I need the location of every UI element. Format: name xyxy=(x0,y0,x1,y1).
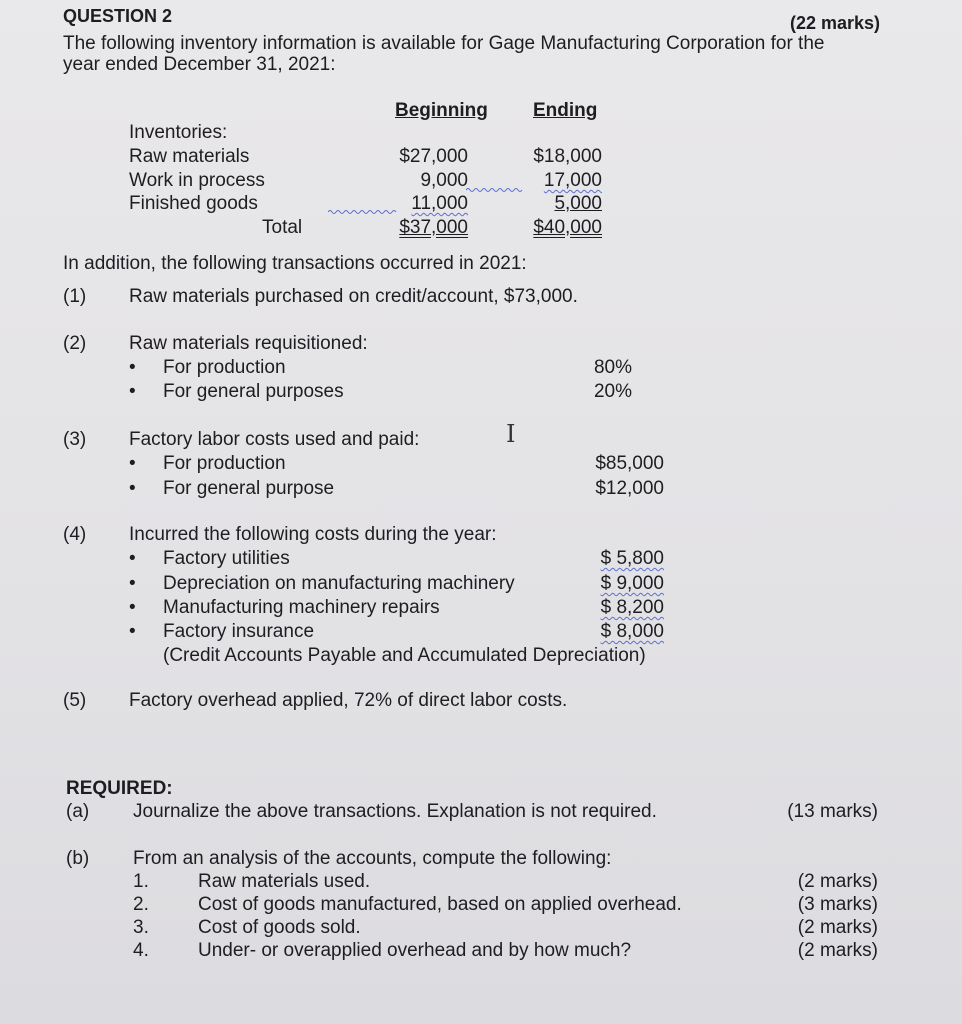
inventory-total-label: Total xyxy=(262,217,303,238)
intro-line-1: The following inventory information is available for Gage Manufacturing Corporation for the xyxy=(63,33,825,54)
required-text: Journalize the above transactions. Explanation is not required. xyxy=(133,801,657,822)
list-item: • For general purposes xyxy=(163,381,344,403)
spellcheck-squiggle xyxy=(328,208,398,216)
list-item-value: $ 8,200 xyxy=(600,597,664,618)
list-item: • Factory utilities xyxy=(163,548,290,570)
transaction-number: (4) xyxy=(63,524,87,545)
sub-item-number: 2. xyxy=(133,894,149,915)
inventory-row-ending: $18,000 xyxy=(533,146,602,167)
required-marks: (13 marks) xyxy=(787,801,878,822)
list-item-value: 80% xyxy=(593,357,632,378)
sub-item-text: Cost of goods sold. xyxy=(198,917,361,938)
inventory-row-beginning: $27,000 xyxy=(399,146,468,167)
inventory-row-beginning: 9,000 xyxy=(420,170,468,191)
inventory-row-ending: 5,000 xyxy=(554,193,602,214)
inventory-row-label: Finished goods xyxy=(129,193,258,214)
list-item-value: $85,000 xyxy=(595,453,664,474)
required-heading: REQUIRED: xyxy=(66,778,173,799)
required-text: From an analysis of the accounts, compute the following: xyxy=(133,848,612,869)
inventory-row-label: Work in process xyxy=(129,170,265,191)
list-item: • Factory insurance xyxy=(163,621,314,643)
sub-item-text: Cost of goods manufactured, based on applied overhead. xyxy=(198,894,682,915)
sub-item-marks: (2 marks) xyxy=(797,871,878,892)
transaction-number: (3) xyxy=(63,429,87,450)
question-marks: (22 marks) xyxy=(790,13,881,33)
sub-item-text: Raw materials used. xyxy=(198,871,371,892)
list-item-value: $12,000 xyxy=(595,478,664,499)
transaction-number: (5) xyxy=(63,690,87,711)
list-item: • For general purpose xyxy=(163,478,334,500)
sub-item-number: 3. xyxy=(133,917,149,938)
sub-item-marks: (2 marks) xyxy=(797,940,878,961)
sub-item-number: 4. xyxy=(133,940,149,961)
col-header-ending: Ending xyxy=(533,100,598,121)
transaction-text: Factory labor costs used and paid: xyxy=(129,429,420,450)
inventory-row-beginning: 11,000 xyxy=(411,193,468,214)
transaction-text: Raw materials requisitioned: xyxy=(129,333,368,354)
list-item: • Manufacturing machinery repairs xyxy=(163,597,440,619)
list-item-value: $ 5,800 xyxy=(600,548,664,569)
text-cursor-icon: I xyxy=(506,420,516,448)
transaction-number: (2) xyxy=(63,333,87,354)
transactions-intro: In addition, the following transactions occurred in 2021: xyxy=(63,253,527,274)
inventory-total-ending: $40,000 xyxy=(533,217,602,238)
list-item-value: $ 9,000 xyxy=(600,573,664,594)
sub-item-number: 1. xyxy=(133,871,149,892)
list-item-value: $ 8,000 xyxy=(600,621,664,642)
inventory-row-ending: 17,000 xyxy=(543,170,602,191)
required-number: (a) xyxy=(66,801,90,822)
sub-item-marks: (3 marks) xyxy=(797,894,878,915)
transaction-note: (Credit Accounts Payable and Accumulated Depreciation) xyxy=(163,645,646,666)
list-item-value: 20% xyxy=(593,381,632,402)
list-item: • Depreciation on manufacturing machinery xyxy=(163,573,515,595)
transaction-number: (1) xyxy=(63,286,87,307)
sub-item-marks: (2 marks) xyxy=(797,917,878,938)
inventory-total-beginning: $37,000 xyxy=(399,217,468,238)
required-number: (b) xyxy=(66,848,90,869)
sub-item-text: Under- or overapplied overhead and by how much? xyxy=(198,940,632,961)
list-item: • For production xyxy=(163,357,286,379)
transaction-text: Factory overhead applied, 72% of direct labor costs. xyxy=(129,690,568,711)
col-header-beginning: Beginning xyxy=(395,100,488,121)
question-title: QUESTION 2 xyxy=(63,6,173,26)
intro-line-2: year ended December 31, 2021: xyxy=(63,54,336,75)
transaction-text: Incurred the following costs during the year: xyxy=(129,524,497,545)
inventories-heading: Inventories: xyxy=(129,122,228,143)
inventory-row-label: Raw materials xyxy=(129,146,250,167)
transaction-text: Raw materials purchased on credit/account, $73,000. xyxy=(129,286,578,307)
list-item: • For production xyxy=(163,453,286,475)
